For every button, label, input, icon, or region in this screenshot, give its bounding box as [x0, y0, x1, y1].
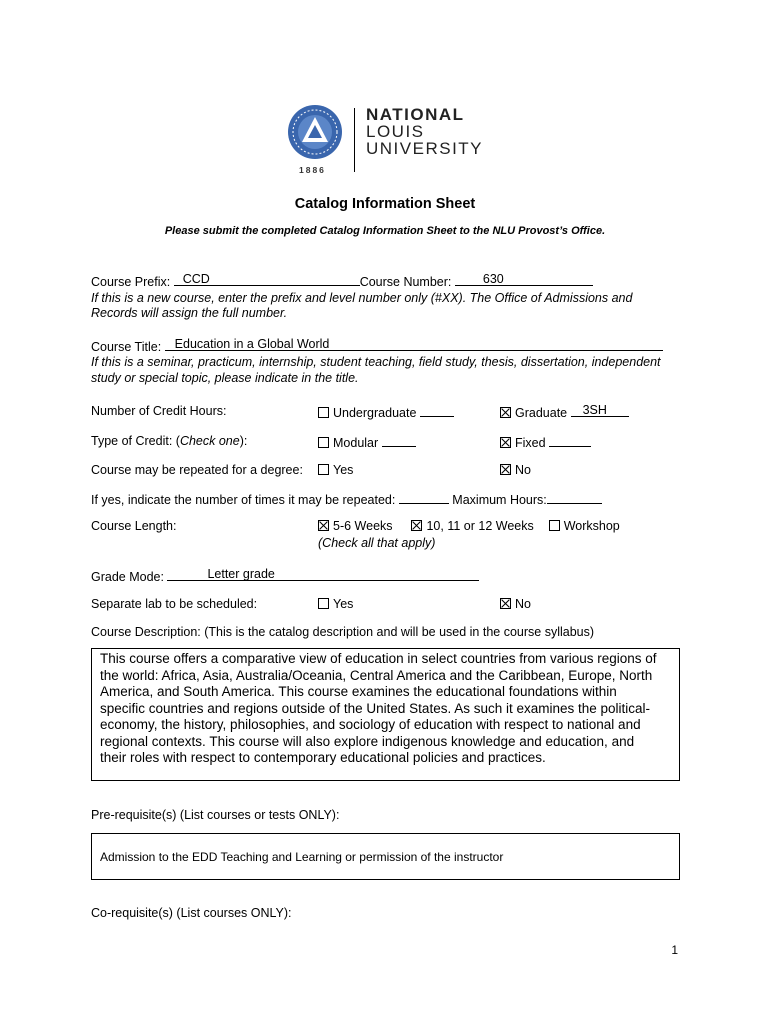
- logo-divider: [354, 108, 355, 172]
- fixed-checkbox[interactable]: [500, 437, 511, 448]
- course-prefix-value: CCD: [182, 272, 210, 286]
- description-line: specific countries and regions outside of the United States. As such it examines the political-: [100, 700, 651, 716]
- description-textbox[interactable]: [91, 648, 680, 781]
- max-hours-label: Maximum Hours:: [452, 493, 547, 507]
- repeated-yes-label: Yes: [333, 463, 354, 477]
- max-hours-field[interactable]: [547, 491, 602, 504]
- founding-year: 1886: [299, 165, 326, 175]
- repeat-times-label: If yes, indicate the number of times it may be repeated:: [91, 493, 396, 507]
- course-prefix-label: Course Prefix:: [91, 275, 171, 289]
- grade-mode-row: [91, 568, 479, 584]
- credit-type-label-suffix: ):: [239, 434, 248, 448]
- description-line: the world: Africa, Asia, Australia/Oceania, Central America and the Caribbean, Europe, North: [100, 667, 653, 683]
- course-title-note1: If this is a seminar, practicum, internship, student teaching, field study, thesis, dissertation, independent: [91, 355, 661, 369]
- credit-hours-undergrad[interactable]: [318, 404, 454, 420]
- separate-lab-no[interactable]: [500, 597, 531, 611]
- repeated-yes-checkbox[interactable]: [318, 464, 329, 475]
- logo-line1: NATIONAL: [366, 105, 465, 124]
- prerequisite-textbox[interactable]: [91, 833, 680, 880]
- course-number-label: Course Number:: [359, 275, 452, 289]
- length-10-12-weeks-label: 10, 11 or 12 Weeks: [426, 519, 534, 533]
- course-number-value: 630: [482, 272, 504, 286]
- credit-type-modular[interactable]: [318, 434, 416, 450]
- credit-type-label-prefix: Type of Credit: (: [91, 434, 180, 448]
- graduate-checkbox[interactable]: [500, 407, 511, 418]
- description-label: Course Description: (This is the catalog description and will be used in the course syllabus): [91, 625, 595, 639]
- length-workshop-checkbox[interactable]: [549, 520, 560, 531]
- repeat-times-field[interactable]: [399, 491, 449, 504]
- course-prefix-note1: If this is a new course, enter the prefix and level number only (#XX). The Office of Admissions and: [91, 291, 633, 305]
- course-title-row: [91, 338, 663, 354]
- prerequisite-value: Admission to the EDD Teaching and Learning or permission of the instructor: [100, 850, 504, 864]
- course-title-label: Course Title:: [91, 340, 162, 354]
- course-length-note: (Check all that apply): [318, 536, 436, 550]
- graduate-value: 3SH: [582, 403, 607, 417]
- university-name: [366, 106, 483, 157]
- logo-line3: UNIVERSITY: [366, 139, 484, 158]
- separate-lab-label: Separate lab to be scheduled:: [91, 597, 258, 611]
- course-prefix-field[interactable]: [174, 273, 360, 286]
- fixed-field[interactable]: [549, 434, 591, 447]
- credit-hours-label: Number of Credit Hours:: [91, 404, 227, 418]
- prerequisite-label: Pre-requisite(s) (List courses or tests ONLY):: [91, 808, 340, 822]
- page-subtitle: Please submit the completed Catalog Information Sheet to the NLU Provost’s Office.: [164, 225, 606, 237]
- description-line: This course offers a comparative view of education in select countries from various regions of: [100, 651, 657, 666]
- repeated-yes[interactable]: [318, 463, 353, 477]
- repeated-label: Course may be repeated for a degree:: [91, 463, 303, 477]
- grade-mode-value: Letter grade: [207, 567, 275, 581]
- course-title-value: Education in a Global World: [174, 337, 330, 351]
- repeat-times-row: [91, 491, 602, 507]
- grade-mode-label: Grade Mode:: [91, 570, 164, 584]
- length-5-6-weeks-label: 5-6 Weeks: [333, 519, 393, 533]
- undergraduate-label: Undergraduate: [333, 406, 417, 420]
- course-length-options: [318, 519, 620, 533]
- modular-label: Modular: [333, 436, 379, 450]
- graduate-field[interactable]: [571, 404, 629, 417]
- length-workshop-label: Workshop: [563, 519, 620, 533]
- course-title-note2: study or special topic, please indicate in the title.: [91, 371, 359, 385]
- description-line: regional contexts. This course will also explore indigenous knowledge and education, and: [100, 733, 635, 749]
- lab-no-label: No: [515, 597, 531, 611]
- credit-type-label: [91, 434, 247, 448]
- repeated-no[interactable]: [500, 463, 531, 477]
- lab-no-checkbox[interactable]: [500, 598, 511, 609]
- page-number: 1: [671, 943, 678, 957]
- graduate-label: Graduate: [515, 406, 568, 420]
- repeated-no-checkbox[interactable]: [500, 464, 511, 475]
- description-line: their roles with respect to contemporary educational policies and practices.: [100, 750, 546, 765]
- corequisite-label: Co-requisite(s) (List courses ONLY):: [91, 906, 292, 920]
- credit-hours-grad[interactable]: [500, 404, 629, 420]
- page-title: Catalog Information Sheet: [294, 196, 476, 212]
- logo-line2: LOUIS: [366, 122, 425, 141]
- modular-checkbox[interactable]: [318, 437, 329, 448]
- grade-mode-field[interactable]: [167, 568, 479, 581]
- description-line: America, and South America. This course examines the educational foundations within: [100, 684, 617, 699]
- length-10-12-weeks-checkbox[interactable]: [411, 520, 422, 531]
- course-prefix-note2: Records will assign the full number.: [91, 306, 288, 320]
- lab-yes-label: Yes: [333, 597, 354, 611]
- length-5-6-weeks-checkbox[interactable]: [318, 520, 329, 531]
- course-length-label: Course Length:: [91, 519, 177, 533]
- repeated-no-label: No: [515, 463, 531, 477]
- description-line: economy, the history, philosophies, and sociology of education with respect to national and: [100, 717, 641, 732]
- course-number-field[interactable]: [455, 273, 593, 286]
- university-seal-icon: [287, 104, 343, 160]
- credit-type-label-italic: Check one: [179, 434, 240, 448]
- course-prefix-row: [91, 273, 593, 289]
- undergraduate-checkbox[interactable]: [318, 407, 329, 418]
- modular-field[interactable]: [382, 434, 416, 447]
- lab-yes-checkbox[interactable]: [318, 598, 329, 609]
- undergraduate-field[interactable]: [420, 404, 454, 417]
- fixed-label: Fixed: [515, 436, 546, 450]
- separate-lab-yes[interactable]: [318, 597, 353, 611]
- credit-type-fixed[interactable]: [500, 434, 591, 450]
- course-title-field[interactable]: [165, 338, 663, 351]
